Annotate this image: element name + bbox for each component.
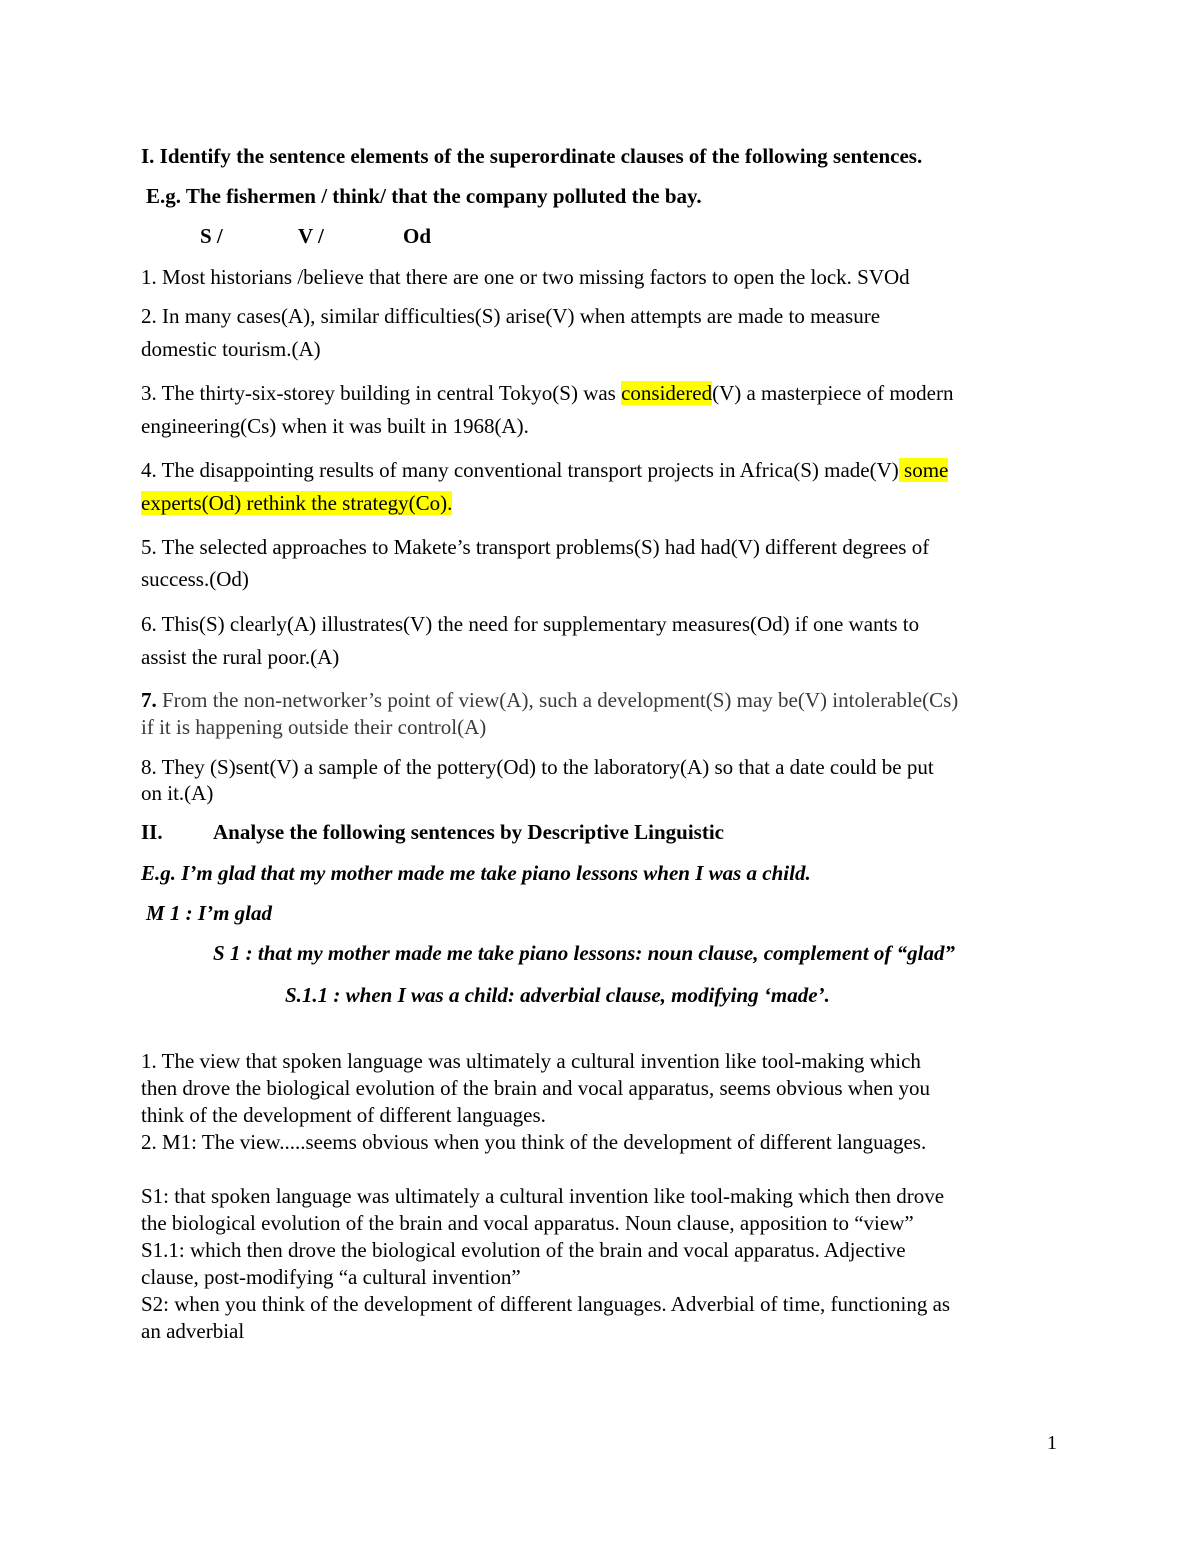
- section2-s11: S.1.1 : when I was a child: adverbial clause, modifying ‘made’.: [285, 983, 830, 1007]
- item-6-line1: 6. This(S) clearly(A) illustrates(V) the need for supplementary measures(Od) if one wants to: [141, 612, 920, 636]
- answer-s1-line1: S1: that spoken language was ultimately a cultural invention like tool-making which then drove: [141, 1184, 945, 1208]
- answer-1-line3: think of the development of different languages.: [141, 1103, 546, 1127]
- answer-s1-line2: the biological evolution of the brain and vocal apparatus. Noun clause, apposition to “view”: [141, 1211, 914, 1235]
- item-1: 1. Most historians /believe that there are one or two missing factors to open the lock. SVOd: [141, 265, 910, 289]
- section1-heading: I. Identify the sentence elements of the superordinate clauses of the following sentences.: [141, 144, 923, 168]
- answer-1-line2: then drove the biological evolution of the brain and vocal apparatus, seems obvious when you: [141, 1076, 931, 1100]
- item-8-line2: on it.(A): [141, 781, 214, 805]
- item-5-line1: 5. The selected approaches to Makete’s transport problems(S) had had(V) different degrees of: [141, 535, 930, 559]
- highlight-some: some: [898, 458, 949, 482]
- item-4-line1: [141, 457, 948, 484]
- item-5-line2: success.(Od): [141, 567, 249, 591]
- answer-2: 2. M1: The view.....seems obvious when you think of the development of different languages.: [141, 1130, 927, 1154]
- item-6-line2: assist the rural poor.(A): [141, 645, 340, 669]
- answer-1-line1: 1. The view that spoken language was ultimately a cultural invention like tool-making which: [141, 1049, 921, 1073]
- item-4-line2: [141, 490, 452, 517]
- section2-number: II.: [141, 820, 163, 844]
- highlight-considered: considered: [621, 381, 713, 405]
- item-2-line2: domestic tourism.(A): [141, 337, 321, 361]
- label-s: S /: [200, 224, 223, 248]
- label-od: Od: [403, 224, 432, 248]
- item-3-text-pre: 3. The thirty-six-storey building in central Tokyo(S) was: [141, 381, 622, 405]
- item-3-line2: engineering(Cs) when it was built in 1968(A).: [141, 414, 529, 438]
- item-8-line1: 8. They (S)sent(V) a sample of the pottery(Od) to the laboratory(A) so that a date could be put: [141, 755, 934, 779]
- item-2-line1: 2. In many cases(A), similar difficulties(S) arise(V) when attempts are made to measure: [141, 304, 881, 328]
- page-number: 1: [1047, 1432, 1057, 1454]
- item-3-line1: [141, 380, 953, 407]
- item-7-line2: if it is happening outside their control(A): [141, 715, 487, 739]
- item-7-number: 7.: [141, 688, 157, 712]
- section2-m1: M 1 : I’m glad: [146, 901, 272, 925]
- answer-s2-line1: S2: when you think of the development of different languages. Adverbial of time, functioning as: [141, 1292, 951, 1316]
- answer-s2-line2: an adverbial: [141, 1319, 245, 1343]
- label-v: V /: [298, 224, 324, 248]
- highlight-experts: experts(Od) rethink the strategy(Co).: [141, 491, 453, 515]
- section2-example: E.g. I’m glad that my mother made me take piano lessons when I was a child.: [141, 861, 811, 885]
- section2-s1: S 1 : that my mother made me take piano lessons: noun clause, complement of “glad”: [213, 941, 956, 965]
- answer-s11-line2: clause, post-modifying “a cultural invention”: [141, 1265, 521, 1289]
- item-7-line1: [141, 687, 958, 714]
- section1-example: E.g. The fishermen / think/ that the company polluted the bay.: [146, 184, 702, 208]
- item-4-text-pre: 4. The disappointing results of many conventional transport projects in Africa(S) made(V): [141, 458, 899, 482]
- answer-s11-line1: S1.1: which then drove the biological evolution of the brain and vocal apparatus. Adjective: [141, 1238, 906, 1262]
- section2-heading: Analyse the following sentences by Descriptive Linguistic: [213, 820, 724, 844]
- item-7-text: From the non-networker’s point of view(A), such a development(S) may be(V) intolerable(Cs): [156, 688, 959, 712]
- item-3-text-post: (V) a masterpiece of modern: [712, 381, 954, 405]
